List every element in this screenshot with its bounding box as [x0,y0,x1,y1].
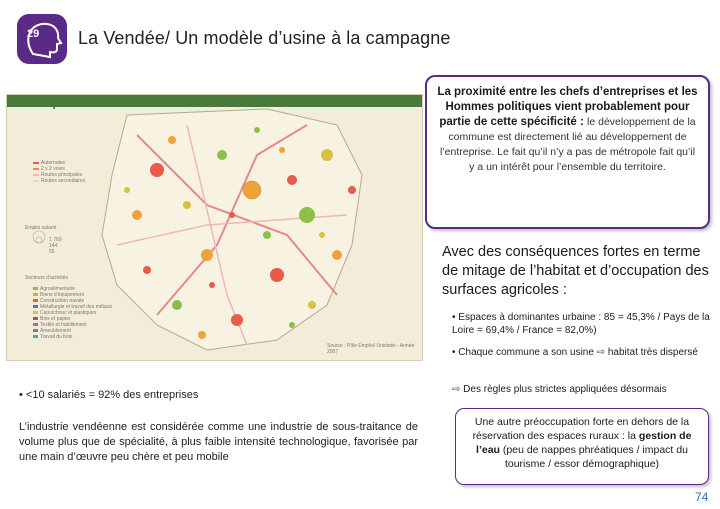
badge-number: 29 [27,28,40,40]
bullet-urban-share: • Espaces à dominantes urbaine : 85 = 45,3% / Pays de la Loire = 69,4% / France = 82,0%) [452,312,710,336]
legend-road-item: Routes secondaires [41,178,86,184]
logo-badge [17,14,67,64]
consequences-heading: Avec des conséquences fortes en terme de mitage de l’habitat et d’occupation des surfaces agricoles : [442,244,709,298]
stat-small-firms: • <10 salariés = 92% des entreprises [19,389,199,401]
legend-sectors-title: Secteurs d’activités [25,275,69,281]
legend-sector-item: Textile et habillement [40,322,87,328]
legend-emploi-values [49,237,62,255]
legend-emploi-title: Emploi salarié [25,225,57,231]
map-title-band [7,95,422,107]
page-number: 74 [695,490,709,504]
bullet2-prefix: • Chaque commune a son usine [452,347,594,358]
industry-map [6,94,423,361]
arrow-icon: ⇨ [596,347,606,358]
legend-sector-item: Travail du bois [40,334,73,340]
legend-sector-item: Caoutchouc et plastiques [40,310,97,316]
legend-road-item: Autoroutes [41,160,66,166]
bullet-stricter-rules [452,383,710,396]
legend-road-item: 2 x 2 voies [41,166,65,172]
callout-water [455,408,709,485]
legend-sector-item: Construction navale [40,298,85,304]
bullet3-text: Des règles plus strictes appliquées désormais [463,384,667,395]
legend-sector-item: Ameublement [40,328,71,334]
box2-before: Une autre préoccupation forte en dehors de la réservation des espaces ruraux : la [472,416,690,442]
callout-lead: La proximité entre les chefs d’entreprises et les Hommes politiques vient probablement pour partie de cette spécificité : [437,86,698,128]
legend-emploi-value: 1 760 [49,237,62,243]
head-profile-icon [17,14,67,64]
box2-after: (peu de nappes phréatiques / impact du tourisme / essor démographique) [502,444,688,470]
legend-sector-item: Bois et papier [40,316,71,322]
legend-emploi [25,225,56,231]
bullet-commune-usine [452,346,710,359]
legend-sector-item: Agroalimentaire [40,286,76,292]
legend-roads [41,160,85,184]
legend-road-item: Routes principales [41,172,83,178]
callout-proximity [425,75,710,229]
map-source: Source : Pôle Emploi/ Unistatis - Année 2007 [327,343,415,355]
legend-sector-item: Biens d’équipement [40,292,84,298]
legend-emploi-value: 55 [49,249,55,255]
legend-sector-item: Métallurgie et travail des métaux [40,304,112,310]
bullet2-suffix: habitat très dispersé [607,347,698,358]
arrow-icon: ⇨ [452,384,461,395]
page-title: La Vendée/ Un modèle d’usine à la campagne [78,28,451,48]
legend-sectors [40,286,112,340]
legend-emploi-value: 144 [49,243,58,249]
box2-bold: gestion de l’eau [476,430,692,456]
industry-paragraph: L’industrie vendéenne est considérée comme une industrie de sous-traitance de volume plus que de spécialité, à plus faible intensité technologique, favorisée par une main d’œuvre peu chère et peu mobile [19,421,418,463]
callout-rest: le développement de la commune est directement lié au développement de l’entreprise. Le fait qu’il n’y a pas de métropole fait qu’il y a un intérêt pour l’ensemble du territoire. [439,116,696,173]
